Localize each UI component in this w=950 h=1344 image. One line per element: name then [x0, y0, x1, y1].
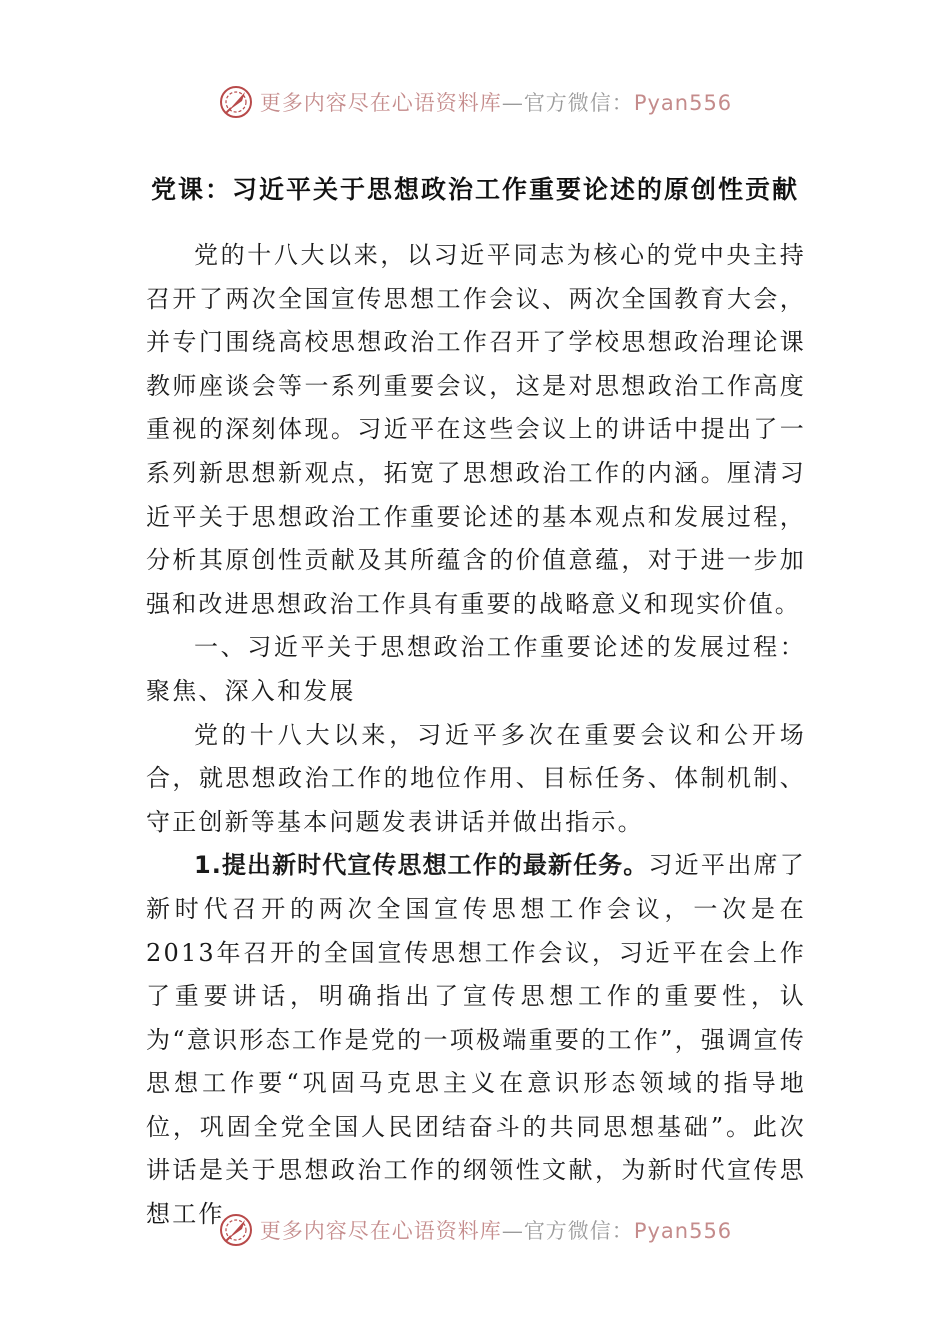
quill-logo-icon	[218, 84, 254, 120]
watermark-id: Pyan556	[633, 1219, 733, 1243]
point-1-lead: 1.提出新时代宣传思想工作的最新任务。	[194, 851, 649, 880]
paragraph-overview: 党的十八大以来，习近平多次在重要会议和公开场合，就思想政治工作的地位作用、目标任务、体制机制、守正创新等基本问题发表讲话并做出指示。	[146, 720, 806, 836]
watermark-text	[260, 1215, 732, 1245]
document-title: 党课：习近平关于思想政治工作重要论述的原创性贡献	[150, 175, 799, 204]
quill-logo-icon	[218, 1212, 254, 1248]
watermark-mid: —官方微信：	[501, 1219, 634, 1243]
watermark-id: Pyan556	[633, 91, 733, 115]
watermark-mid: —官方微信：	[501, 91, 634, 115]
point-1-text: 习近平出席了新时代召开的两次全国宣传思想工作会议，一次是在2013年召开的全国宣传思想工作会议，习近平在会上作了重要讲话，明确指出了宣传思想工作的重要性，认为“意识形态工作是党的一项极端重要的工作”，强调宣传思想工作要“巩固马克思主义在意识形态领域的指导地位，巩固全党全国人民团结奋斗的共同思想基础”。此次讲话是关于思想政治工作的纲领性文献，为新时代宣传思想工作	[146, 851, 806, 1229]
watermark-prefix: 更多内容尽在心语资料库	[259, 91, 502, 115]
watermark-prefix: 更多内容尽在心语资料库	[259, 1219, 502, 1243]
watermark-text	[260, 87, 732, 117]
paragraph-intro: 党的十八大以来，以习近平同志为核心的党中央主持召开了两次全国宣传思想工作会议、两次全国教育大会，并专门围绕高校思想政治工作召开了学校思想政治理论课教师座谈会等一系列重要会议，这是对思想政治工作高度重视的深刻体现。习近平在这些会议上的讲话中提出了一系列新思想新观点，拓宽了思想政治工作的内涵。厘清习近平关于思想政治工作重要论述的基本观点和发展过程，分析其原创性贡献及其所蕴含的价值意蕴，对于进一步加强和改进思想政治工作具有重要的战略意义和现实价值。	[146, 241, 806, 618]
watermark-footer	[0, 1208, 950, 1252]
paragraph-point-1	[146, 844, 806, 1236]
watermark-header	[0, 80, 950, 124]
section-heading: 一、习近平关于思想政治工作重要论述的发展过程：聚焦、深入和发展	[146, 633, 806, 705]
document-body	[146, 234, 806, 1237]
